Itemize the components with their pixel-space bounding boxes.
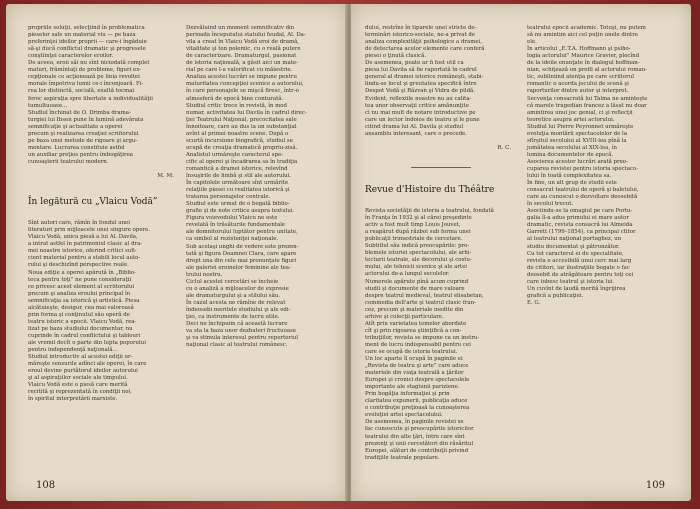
left-column-2 bbox=[186, 18, 338, 356]
right-column-2 bbox=[527, 18, 679, 314]
article-heading: Revue d'Histoire du Théâtre bbox=[365, 184, 495, 195]
author-signature: M. M. bbox=[157, 173, 174, 180]
article-body: Sînt autori care, rămîn în fondul unei literaturi prin mijloacele unei singure opere. Vlaicu Vodă, unica piesă a lui Al. Davila, a intrat astfel în patrimoniul clasic al dra- mei noastre istorice, oferind critici sufi- cient material pentru a stabili locul auto- rului şi deschizînd perspective reale. Noua ediţie a operei apărută în „Biblio- teca pentru toţi” ne pune consideraţii ce privesc acest element al scriitorului precum şi analiza eroului principal în semnificaţia sa istorică şi artistică. Piesa alcătuieşte, desigur, cea mai valoroasă prin forma şi conţinutul său operă de teatru istoric a epocii. Vlaicu Vodă, rea- lizat pe baza studiului documentar, nu cuprinde în cadrul conflictului şi tablouri ale vremii decît o parte din lupta poporului pentru independenţă naţională... Studiul introductiv al acestei ediţii ur- măreşte sensurile adînci ale operei, în care eroul devine purtătorul ideilor autorului şi al aspiraţiilor sociale ale timpului. Vlaicu Vodă este o piesă care merită recitită şi reprezentată în condiţii noi, în spiritul interpretării marxiste. bbox=[28, 220, 151, 403]
right-col1-paragraph: dului, restrîns în tiparele unei stricte de- terminări istorico-sociale, ne-a privat de analiza complexităţii psihologice a dramei, de detectarea acelor elemente care conferă piesei o ţinută clasică. De asemenea, poate ar fi fost util ca piesa lui Davila să fie raportată în cadrul general al dramei istorice româneşti, stabi- lindu-se locul şi greutatea specifică între Despot Vodă şi Răzvan şi Vidra de pildă. Evident, reflexiile noastre nu au calita- tea unor observaţii critice amănunţite ci nu mai mult de notare introductive pe care un lector îndoios de teatru şi le pune citind drama lui Al. Davila şi studiul ansamblu interesant, care o precede. bbox=[365, 25, 485, 137]
left-column-1 bbox=[28, 18, 180, 410]
article-body: Revista societăţii de istoria a teatrului, fondată în Franţa în 1932 şi al cărei preşedinte activ a fost mult timp Louis Jouvet, a reapărut după război sub forma unei publicaţii trimestriale de cercetare. Subtitlul său indică preocupările: pro- blemele istoriei spectacolului, ale arhi- tecturii teatrale, ale decorului şi costu- mului, ale tehnicii scenice şi ale artei actorului de-a lungul secolelor. Numerele apărute pînă acum cuprind studii şi documente de mare valoare despre teatrul medieval, teatrul elisabetan, commedia dell'arte şi teatrul clasic fran- cez, precum şi materiale inedite din arhive şi colecţii particulare. Atît prin varietatea temelor abordate cît şi prin rigoarea ştiinţifică a con- tribuţiilor, revista se impune ca un instru- ment de lucru indispensabil pentru cei care se ocupă de istoria teatrului. Un loc aparte îl ocupă în paginile ei „Revista de teatru şi arte” care aduce materiale din viaţa teatrală a ţărilor Europei şi cronici despre spectacolele importante ale stagiunii pariziene. Prin bogăţia informaţiei şi prin claritatea expunerii, publicaţia aduce o contribuţie preţioasă la cunoaşterea evoluţiei artei spectacolului. De asemenea, în paginile revistei se fac cunoscute şi preocupările istoricilor teatrului din alte ţări, între care sînt prezenţi şi unii cercetători din răsăritul Europei, alături de contribuţii privind tradiţiile teatrale populare. bbox=[365, 208, 494, 461]
author-signature: R. C. bbox=[497, 144, 511, 151]
article-body-continued: Dezvăluind un moment semnificativ din perioada începutului statului feudal, Al. Da- vila a creat în Vlaicu Vodă eroi de dramă, vitalitate şi ton polemic, cu o reală putere de caracterizare. Dramaturgul, pasionat de istoria naţională, a găsit aici un mate- rial pe care l-a valorificat cu măiestrie. Analiza acestei lucrări se impune pentru maturitatea concepţiei scenice a autorului, în care personajele se mişcă firesc, într-o atmosferă de epocă bine conturată. Studiul critic trece în revistă, în mod numar, activitatea lui Davila în cadrul direc- ţiei Teatrului Naţional, precocitatea sale înnoitoare, care au dus la un substanţial avînt al primei noastre scene. După o scurtă incursiune biografică, studiul se ocupă de creaţia dramatică propriu-zisă. Analistul urmăreşte caracterul spe- cific al operei şi încadrarea sa în tradiţia romantică a dramei istorice, relevînd însuşirile de limbă şi stil ale autorului. În capitolele următoare sînt urmărite relaţiile piesei cu realitatea istorică şi tratarea personajelor centrale. Studiul este urmat de o bogată biblio- grafie şi de note critice asupra textului. Figura voievodului Vlaicu ne este revelată în trăsăturile fundamentale ale domnitorului luptător pentru unitate, ca simbol al rezistenţei naţionale. Sub acelaşi unghi de vedere este prezen- tată şi figura Doamnei Clara, care apare drept una din cele mai pronunţate figuri ale galeriei eroinelor feminine ale tea- trului nostru. Ciclul acestei cercetări se încheie cu o analiză a mijloacelor de expresie ale dramaturgului şi a stilului său. În cazul acesta ne rămîne de relevat îndeosebi meritele studiului şi ale edi- ţiei, ca instrumente de lucru utile. Deci ne închipuim că această lucrare va sta la baza unor dezbateri fructuoase şi va stimula interesul pentru repertoriul naţional clasic al teatrului românesc. bbox=[186, 25, 307, 349]
right-page bbox=[351, 4, 691, 501]
article-body-continued: teatrului epocii academic. Totuşi, nu putem să nu amintim aici cel puţin unele dintre ele. În articolul „E.T.A. Hoffmann şi psiho- logia actorului” Maurice Gravier, plecînd de la ideile enunţate în dialogul hoffman- nian, schiţează un profil al actorului roman- tic, subliniind atenţia pe care scriitorul romantic o acorda jocului de scenă şi raporturilor dintre autor şi interpret. Secvenţa consacrată lui Talma ne aminteşte că marele tragedian francez a lăsat nu doar amintirea unui joc genial, ci şi reflecţii teoretice asupra artei actorului. Studiul lui Pierre Peyronnet urmăreşte evoluţia montării spectacolelor de la sfîrşitul secolului al XVIII-lea pînă la jumătatea secolului al XIX-lea, în lumina documentelor de epocă. Asocierea acestor lucrări arată preo- cuparea revistei pentru istoria spectaco- lului în toată complexitatea sa. În fine, un alt grup de studii este consacrat teatrului de operă şi baletului, care au cunoscut o dezvoltare deosebită în secolul trecut. Asociindu-se la omagiul pe care Portu- galia îl-a adus primului ei mare autor dramatic, revista consacră lui Almeida Garrett (1799–1854), ca principal ctitor al teatrului naţional portughez, un studiu documentat şi pătrunzător. Cu tot caracterul ei de specialitate, revista e accesibilă unui cerc mai larg de cititori, iar ilustraţiile bogate o fac deosebit de atrăgătoare pentru toţi cei care iubesc teatrul şi istoria lui. Un cuvînt de laudă merită îngrijirea grafică a publicaţiei. E. G. bbox=[527, 25, 648, 306]
left-page bbox=[6, 4, 346, 501]
right-column-1 bbox=[365, 18, 517, 469]
page-number: 108 bbox=[36, 480, 56, 491]
left-col1-paragraph: propriile soluţii, selecţiind în problematica pieselor sale un material viu — pe baza preferinţei ideilor proprii — care-i îngăduie să-şi ducă conflictul dramatic şi progresele conştiinţei caracterelor eroilor. De aceea, eroii săi nu sînt niciodată complet maturi, frămîntaţi de probleme, figuri ex- cepţionale ce acţionează pe linia revoltei morale împotriva lumii ce-i înconjoară. Fi- rea lor distinctă, socială, exaltă tocmai feroc aspiraţia spre libertate a individualităţii tumultuoase... Studiul închinat de O. Drimba drama- turgiei lui Ibsen pune în lumină adevărata semnificaţie şi actualitate a operei precum şi realizarea creaţiei scriitorului pe baza unei metode de rigoare şi argu- mentare. Lucrarea constituie astfel un auxiliar preţios pentru îmbogăţirea cunoaşterii teatrului modern. bbox=[28, 25, 153, 165]
divider bbox=[411, 167, 471, 168]
article-heading: În legătură cu „Vlaicu Vodă” bbox=[28, 197, 158, 208]
page-number: 109 bbox=[645, 480, 665, 491]
